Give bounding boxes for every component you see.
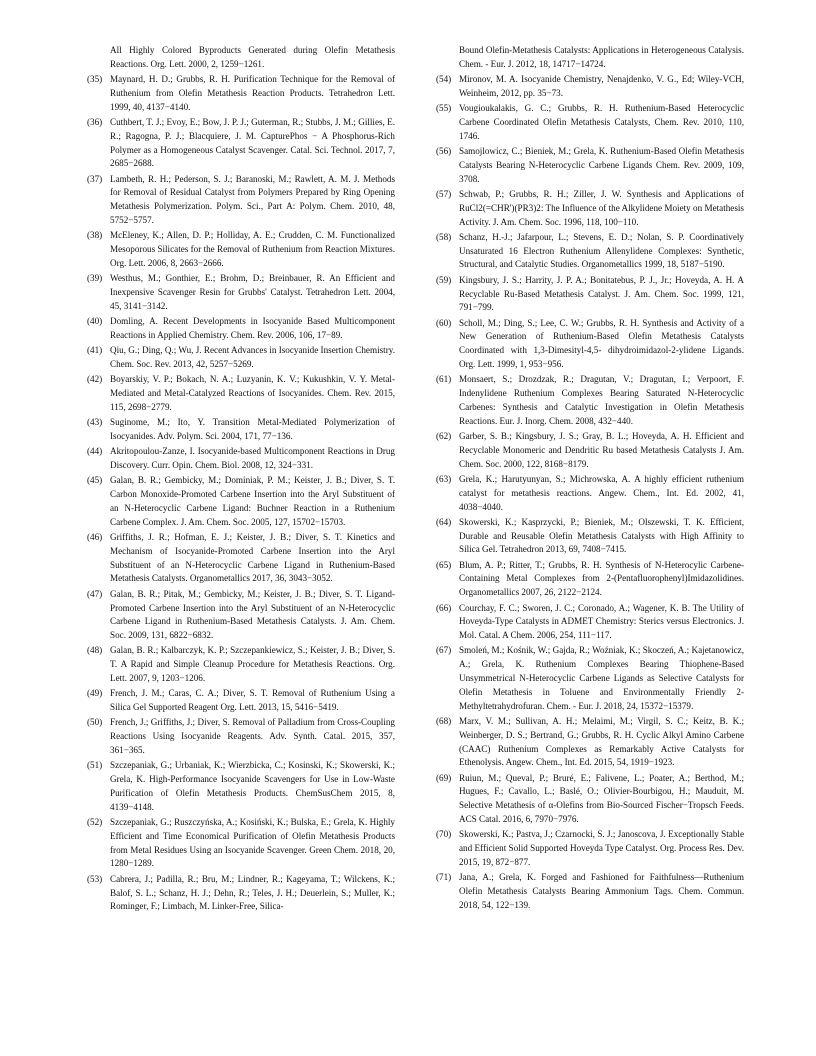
reference-entry bbox=[87, 73, 395, 114]
reference-entry bbox=[87, 315, 395, 343]
reference-number: (40) bbox=[87, 316, 103, 327]
reference-entry bbox=[87, 272, 395, 313]
reference-column-right bbox=[436, 44, 744, 913]
reference-text: Galan, B. R.; Gembicky, M.; Dominiak, P. M.; Keister, J. B.; Diver, S. T. Carbon Monoxide-Promoted Carbene Insertion into the Aryl Substituent of an N-Heterocyclic Carbene Ligand: Buchner Reaction in a Ruthenium Carbene Complex. J. Am. Chem. Soc. 2005, 127, 15702−15703. bbox=[110, 475, 395, 527]
reference-number: (49) bbox=[87, 688, 103, 699]
reference-entry bbox=[436, 602, 744, 643]
reference-column-left bbox=[87, 44, 395, 914]
reference-number: (45) bbox=[87, 475, 103, 486]
reference-entry bbox=[436, 73, 744, 101]
reference-entry bbox=[436, 102, 744, 143]
reference-text: Qiu, G.; Ding, Q.; Wu, J. Recent Advances in Isocyanide Insertion Chemistry. Chem. Soc. Rev. 2013, 42, 5257−5269. bbox=[110, 345, 395, 370]
reference-entry bbox=[87, 716, 395, 757]
reference-number: (68) bbox=[436, 715, 452, 726]
reference-entry bbox=[436, 274, 744, 315]
reference-number: (51) bbox=[87, 760, 103, 771]
reference-number: (69) bbox=[436, 772, 452, 783]
reference-number: (43) bbox=[87, 417, 103, 428]
reference-entry bbox=[436, 231, 744, 272]
reference-entry bbox=[87, 229, 395, 270]
reference-entry bbox=[436, 188, 744, 229]
reference-entry bbox=[87, 373, 395, 414]
reference-entry bbox=[87, 445, 395, 473]
reference-number: (55) bbox=[436, 103, 452, 114]
reference-number: (46) bbox=[87, 532, 103, 543]
reference-entry bbox=[436, 772, 744, 827]
reference-number: (47) bbox=[87, 588, 103, 599]
reference-text: Vougioukalakis, G. C.; Grubbs, R. H. Ruthenium-Based Heterocyclic Carbene Coordinated Olefin Metathesis Catalysts, Chem. Rev. 2010, 110, 1746. bbox=[459, 103, 744, 141]
reference-entry bbox=[87, 588, 395, 643]
reference-text: Galan, B. R.; Kalbarczyk, K. P.; Szczepankiewicz, S.; Keister, J. B.; Diver, S. T. A Rapid and Simple Cleanup Procedure for Metathesis Reactions. Org. Lett. 2007, 9, 1203−1206. bbox=[110, 645, 395, 684]
reference-text: Marx, V. M.; Sullivan, A. H.; Melaimi, M.; Virgil, S. C.; Keitz, B. K.; Weinberger, D. S.; Bertrand, G.; Grubbs, R. H. Cyclic Alkyl Amino Carbene (CAAC) Ruthenium Complexes as Remarkably Active Catalysts for Ethenolysis. Angew. Chem., Int. Ed. 2015, 54, 1919−1923. bbox=[459, 715, 744, 768]
reference-number: (59) bbox=[436, 274, 452, 285]
reference-number: (56) bbox=[436, 146, 452, 157]
reference-number: (50) bbox=[87, 717, 103, 728]
reference-number: (64) bbox=[436, 516, 452, 527]
reference-text: Mironov, M. A. Isocyanide Chemistry, Nenajdenko, V. G., Ed; Wiley-VCH, Weinheim, 2012, pp. 35−73. bbox=[459, 74, 744, 98]
reference-entry bbox=[436, 145, 744, 186]
reference-text: Szczepaniak, G.; Ruszczyńska, A.; Kosiński, K.; Bulska, E.; Grela, K. Highly Efficient and Time Economical Purification of Olefin Metathesis Products from Metal Residues Using an Isocyanide Scavenger. Green Chem. 2018, 20, 1280−1289. bbox=[110, 817, 395, 869]
reference-number: (62) bbox=[436, 431, 452, 442]
reference-number: (39) bbox=[87, 273, 103, 284]
reference-entry bbox=[436, 44, 744, 72]
reference-entry bbox=[87, 44, 395, 72]
reference-text: Garber, S. B.; Kingsbury, J. S.; Gray, B. L.; Hoveyda, A. H. Efficient and Recyclable Monomeric and Dendritic Ru based Metathesis Catalysts J. Am. Chem. Soc. 2000, 122, 8168−8179. bbox=[459, 431, 744, 469]
reference-entry bbox=[87, 759, 395, 814]
reference-entry bbox=[87, 644, 395, 685]
reference-text: Grela, K.; Harutyunyan, S.; Michrowska, A. A highly efficient ruthenium catalyst for metathesis reactions. Angew. Chem., Int. Ed. 2002, 41, 4038−4040. bbox=[459, 473, 744, 512]
reference-text: Schanz, H.-J.; Jafarpour, L.; Stevens, E. D.; Nolan, S. P. Coordinatively Unsaturated 16 Electron Ruthenium Allenylidene Complexes: Synthetic, Structural, and Catalytic Studies. Organometallics 1999, 18, 5187−5190. bbox=[459, 231, 744, 270]
reference-number: (42) bbox=[87, 374, 103, 385]
reference-number: (61) bbox=[436, 374, 452, 385]
reference-number: (38) bbox=[87, 230, 103, 241]
reference-text: Smoleń, M.; Kośnik, W.; Gajda, R.; Woźniak, K.; Skoczeń, A.; Kajetanowicz, A.; Grela, K. Ruthenium Complexes Bearing Thiophene-Based Unsymmetrical N-Heterocyclic Carbene Ligands as Selective Catalysts for Olefin Metathesis in Toluene and Environmentally Friendly 2-Methyltetrahydrofuran. Chem. - Eur. J. 2018, 24, 15372−15379. bbox=[459, 645, 744, 711]
reference-text: Galan, B. R.; Pitak, M.; Gembicky, M.; Keister, J. B.; Diver, S. T. Ligand-Promoted Carbene Insertion into the Aryl Substituent of an N-Heterocyclic Carbene Ligand in Ruthenium-Based Metathesis Catalysts. J. Am. Chem. Soc. 2009, 131, 6822−6832. bbox=[110, 588, 395, 641]
reference-text: Suginome, M.; Ito, Y. Transition Metal-Mediated Polymerization of Isocyanides. Adv. Polym. Sci. 2004, 171, 77−136. bbox=[110, 417, 395, 442]
reference-text: Domling, A. Recent Developments in Isocyanide Based Multicomponent Reactions in Applied Chemistry. Chem. Rev. 2006, 106, 17−89. bbox=[110, 316, 395, 340]
reference-text: Skowerski, K.; Pastva, J.; Czarnocki, S. J.; Janoscova, J. Exceptionally Stable and Efficient Solid Supported Hoveyda Type Catalyst. Org. Process Res. Dev. 2015, 19, 872−877. bbox=[459, 829, 744, 867]
reference-number: (52) bbox=[87, 817, 103, 828]
reference-text: Akritopoulou-Zanze, I. Isocyanide-based Multicomponent Reactions in Drug Discovery. Curr. Opin. Chem. Biol. 2008, 12, 324−331. bbox=[110, 446, 395, 471]
reference-text: Griffiths, J. R.; Hofman, E. J.; Keister, J. B.; Diver, S. T. Kinetics and Mechanism of Isocyanide-Promoted Carbene Insertion into the Aryl Substituent of an N-Heterocyclic Carbene Ligand in Ruthenium-Based Metathesis Catalysts. Organometallics 2017, 36, 3043−3052. bbox=[110, 532, 395, 584]
reference-number: (37) bbox=[87, 173, 103, 184]
reference-entry bbox=[436, 559, 744, 600]
reference-number: (60) bbox=[436, 317, 452, 328]
reference-text: Szczepaniak, G.; Urbaniak, K.; Wierzbicka, C.; Kosinski, K.; Skowerski, K.; Grela, K. High-Performance Isocyanide Scavengers for Use in Low-Waste Purification of Olefin Metathesis Products. ChemSusChem 2015, 8, 4139−4148. bbox=[110, 760, 395, 812]
reference-text: Scholl, M.; Ding, S.; Lee, C. W.; Grubbs, R. H. Synthesis and Activity of a New Generation of Ruthenium-Based Olefin Metathesis Catalysts Coordinated with 1,3-Dimesityl-4,5- dihydroimidazol-2-ylidene Ligands. Org. Lett. 1999, 1, 953−956. bbox=[459, 317, 744, 370]
reference-text: Ruiun, M.; Queval, P.; Bruré, E.; Falivene, L.; Poater, A.; Berthod, M.; Hugues, F.; Cavallo, L.; Baslé, O.; Olivier-Bourbigou, H.; Mauduit, M. Selective Metathesis of α-Olefins from Bio-Sourced Fischer−Tropsch Feeds. ACS Catal. 2016, 6, 7970−7976. bbox=[459, 772, 744, 825]
reference-entry bbox=[87, 344, 395, 372]
reference-entry bbox=[87, 873, 395, 914]
reference-entry bbox=[436, 644, 744, 713]
reference-text: Maynard, H. D.; Grubbs, R. H. Purification Technique for the Removal of Ruthenium from Olefin Metathesis Reaction Products. Tetrahedron Lett. 1999, 40, 4137−4140. bbox=[110, 74, 395, 112]
reference-entry bbox=[87, 116, 395, 171]
reference-entry bbox=[436, 871, 744, 912]
reference-entry bbox=[87, 531, 395, 586]
reference-text: French, J. M.; Caras, C. A.; Diver, S. T. Removal of Ruthenium Using a Silica Gel Supported Reagent Org. Lett. 2013, 15, 5416−5419. bbox=[110, 688, 395, 713]
reference-text: Boyarskiy, V. P.; Bokach, N. A.; Luzyanin, K. V.; Kukushkin, V. Y. Metal-Mediated and Metal-Catalyzed Reactions of Isocyanides. Chem. Rev. 2015, 115, 2698−2779. bbox=[110, 374, 395, 412]
reference-entry bbox=[436, 715, 744, 770]
reference-text: Lambeth, R. H.; Pederson, S. J.; Baranoski, M.; Rawlett, A. M. J. Methods for Removal of Residual Catalyst from Polymers Prepared by Ring Opening Metathesis Polymerization. Polym. Sci., Part A: Polym. Chem. 2010, 48, 5752−5757. bbox=[110, 173, 395, 226]
reference-entry bbox=[436, 516, 744, 557]
reference-number: (67) bbox=[436, 645, 452, 656]
reference-text: French, J.; Griffiths, J.; Diver, S. Removal of Palladium from Cross-Coupling Reactions Using Isocyanide Reagents. Adv. Synth. Catal. 2015, 357, 361−365. bbox=[110, 717, 395, 756]
reference-entry bbox=[436, 828, 744, 869]
reference-number: (65) bbox=[436, 559, 452, 570]
reference-text: Jana, A.; Grela, K. Forged and Fashioned for Faithfulness—Ruthenium Olefin Metathesis Catalysts Bearing Ammonium Tags. Chem. Commun. 2018, 54, 122−139. bbox=[459, 872, 744, 910]
reference-text: Blum, A. P.; Ritter, T.; Grubbs, R. H. Synthesis of N-Heterocylic Carbene-Containing Metal Complexes from 2-(Pentafluorophenyl)Imidazolidines. Organometallics 2007, 26, 2122−2124. bbox=[459, 559, 744, 598]
reference-entry bbox=[87, 416, 395, 444]
reference-entry bbox=[87, 687, 395, 715]
reference-entry bbox=[87, 474, 395, 529]
reference-entry bbox=[87, 816, 395, 871]
reference-number: (70) bbox=[436, 829, 452, 840]
reference-number: (48) bbox=[87, 645, 103, 656]
reference-text: Cabrera, J.; Padilla, R.; Bru, M.; Lindner, R.; Kageyama, T.; Wilckens, K.; Balof, S. L.; Schanz, H. J.; Dehn, R.; Teles, J. H.; Deuerlein, S.; Muller, K.; Rominger, F.; Limbach, M. Linker-Free, Silica- bbox=[110, 873, 395, 912]
reference-text: Westhus, M.; Gonthier, E.; Brohm, D.; Breinbauer, R. An Efficient and Inexpensive Scavenger Resin for Grubbs' Catalyst. Tetrahedron Lett. 2004, 45, 3141−3142. bbox=[110, 273, 395, 311]
reference-entry bbox=[87, 173, 395, 228]
reference-text: McEleney, K.; Allen, D. P.; Holliday, A. E.; Crudden, C. M. Functionalized Mesoporous Silicates for the Removal of Ruthenium from Reaction Mixtures. Org. Lett. 2006, 8, 2663−2666. bbox=[110, 230, 395, 268]
reference-entry bbox=[436, 473, 744, 514]
reference-text: Schwab, P.; Grubbs, R. H.; Ziller, J. W. Synthesis and Applications of RuCl2(=CHR')(PR3)2: The Influence of the Alkylidene Moiety on Metathesis Activity. J. Am. Chem. Soc. 1996, 118, 100−110. bbox=[459, 188, 744, 227]
reference-text: Cuthbert, T. J.; Evoy, E.; Bow, J. P. J.; Guterman, R.; Stubbs, J. M.; Gillies, E. R.; Ragogna, P. J.; Blacquiere, J. M. CapturePhos − A Phosphorus-Rich Polymer as a Homogeneous Catalyst Scavenger. Catal. Sci. Technol. 2017, 7, 2685−2688. bbox=[110, 116, 395, 169]
reference-number: (66) bbox=[436, 602, 452, 613]
reference-number: (63) bbox=[436, 473, 452, 484]
reference-text: Courchay, F. C.; Sworen, J. C.; Coronado, A.; Wagener, K. B. The Utility of Hoveyda-Type Catalysts in ADMET Chemistry: Sterics versus Electronics. J. Mol. Catal. A Chem. 2006, 254, 111−117. bbox=[459, 602, 744, 641]
reference-number: (41) bbox=[87, 345, 103, 356]
reference-entry bbox=[436, 430, 744, 471]
reference-number: (36) bbox=[87, 116, 103, 127]
reference-number: (57) bbox=[436, 188, 452, 199]
reference-text: All Highly Colored Byproducts Generated during Olefin Metathesis Reactions. Org. Lett. 2000, 2, 1259−1261. bbox=[110, 45, 395, 69]
reference-text: Samojlowicz, C.; Bieniek, M.; Grela, K. Ruthenium-Based Olefin Metathesis Catalysts Bearing N-Heterocyclic Carbene Ligands Chem. Rev. 2009, 109, 3708. bbox=[459, 146, 744, 184]
reference-text: Kingsbury, J. S.; Harrity, J. P. A.; Bonitatebus, P. J., Jr.; Hoveyda, A. H. A Recyclable Ru-Based Metathesis Catalyst. J. Am. Chem. Soc. 1999, 121, 791−799. bbox=[459, 274, 744, 313]
reference-number: (53) bbox=[87, 873, 103, 884]
reference-entry bbox=[436, 317, 744, 372]
reference-text: Monsaert, S.; Drozdzak, R.; Dragutan, V.; Dragutan, I.; Verpoort, F. Indenylidene Ruthenium Complexes Bearing Saturated N-Heterocyclic Carbenes: Synthesis and Catalytic Investigation in Olefin Metathesis Reactions. Eur. J. Inorg. Chem. 2008, 432−440. bbox=[459, 374, 744, 426]
reference-number: (58) bbox=[436, 231, 452, 242]
reference-number: (54) bbox=[436, 74, 452, 85]
reference-text: Skowerski, K.; Kasprzycki, P.; Bieniek, M.; Olszewski, T. K. Efficient, Durable and Reusable Olefin Metathesis Catalysts with High Affinity to Silica Gel. Tetrahedron 2013, 69, 7408−7415. bbox=[459, 516, 744, 555]
reference-number: (71) bbox=[436, 872, 452, 883]
reference-number: (44) bbox=[87, 446, 103, 457]
reference-number: (35) bbox=[87, 74, 103, 85]
reference-text: Bound Olefin-Metathesis Catalysts: Applications in Heterogeneous Catalysis. Chem. - Eur. J. 2012, 18, 14717−14724. bbox=[459, 45, 744, 69]
reference-entry bbox=[436, 373, 744, 428]
